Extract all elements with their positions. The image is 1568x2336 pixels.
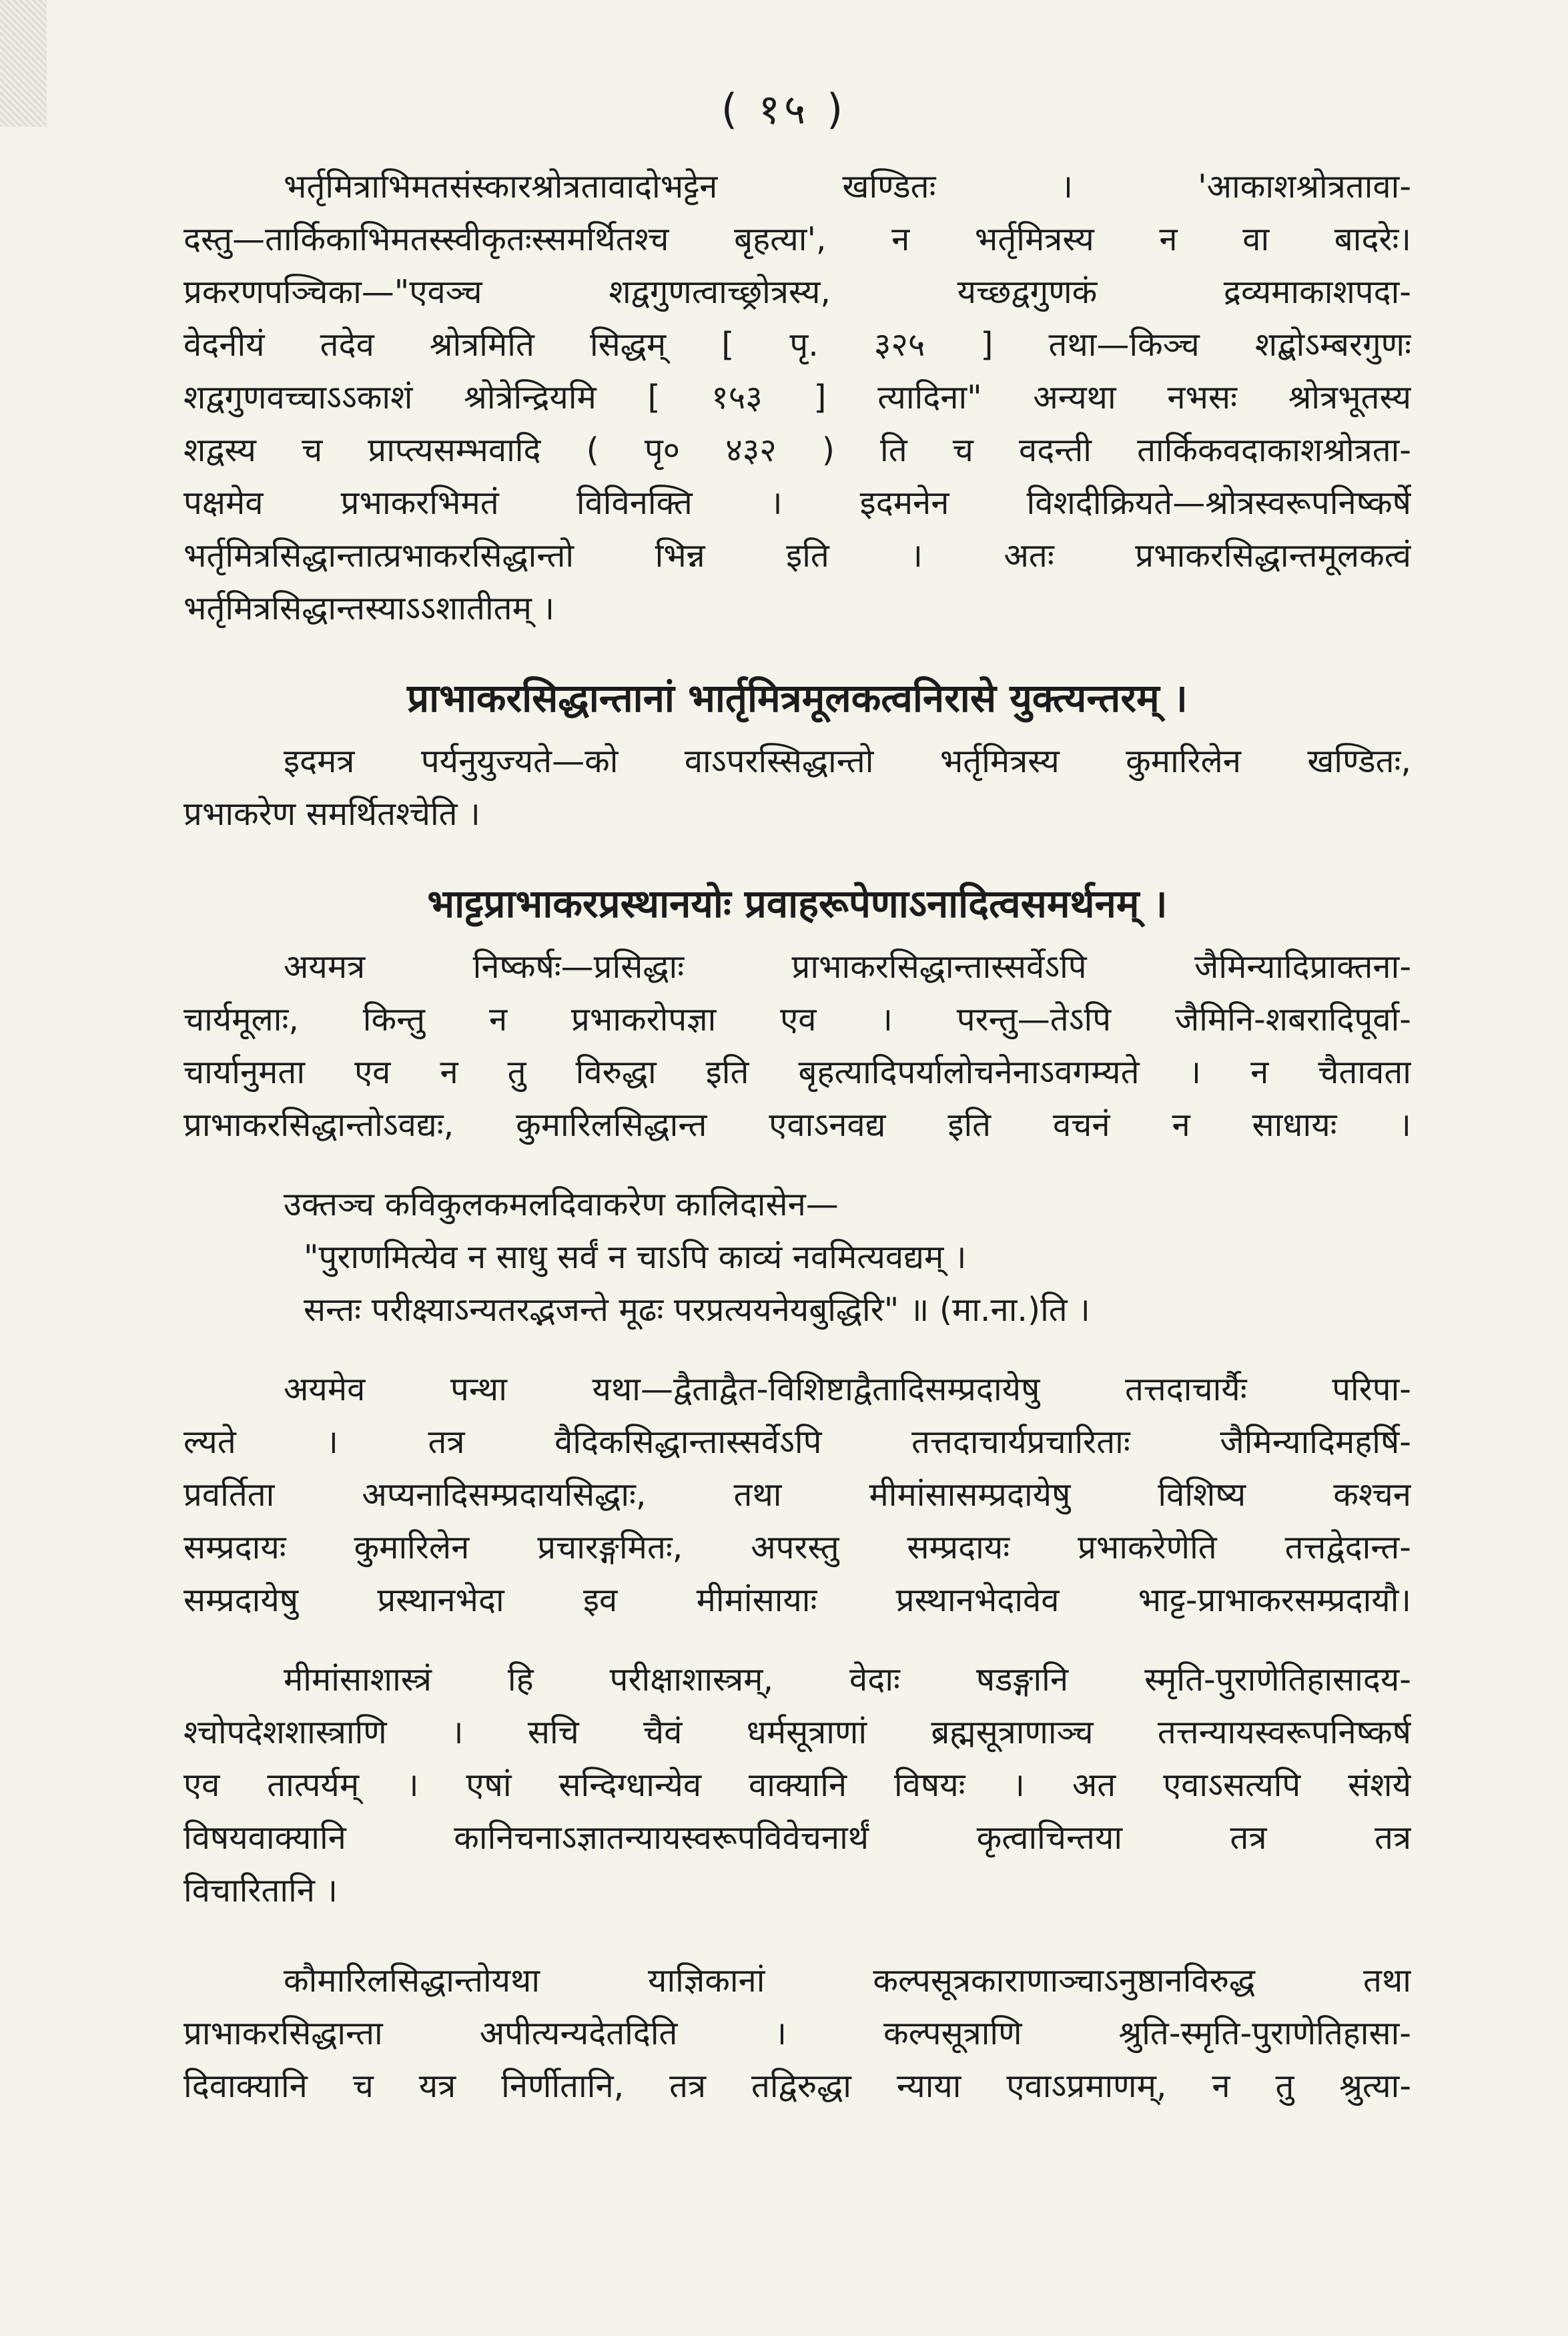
text-line: दिवाक्यानि च यत्र निर्णीतानि, तत्र तद्विरुद्धा न्याया एवाऽप्रमाणम्, न तु श्रुत्या- bbox=[183, 2067, 1411, 2105]
paragraph bbox=[183, 1954, 1411, 2112]
text-line: अयमत्र निष्कर्षः—प्रसिद्धाः प्राभाकरसिद्धान्तास्सर्वेऽपि जैमिन्यादिप्राक्तना- bbox=[284, 948, 1411, 986]
text-line: भर्तृमित्रसिद्धान्तस्याऽऽशातीतम् । bbox=[183, 589, 555, 627]
text-line: इदमत्र पर्यनुयुज्यते—को वाऽपरस्सिद्धान्तो भर्तृमित्रस्य कुमारिलेन खण्डितः, bbox=[284, 742, 1411, 780]
paragraph bbox=[183, 1178, 1411, 1231]
section-heading: भाट्टप्राभाकरप्रस्थानयोः प्रवाहरूपेणाऽनादित्वसमर्थनम् । bbox=[427, 881, 1168, 926]
text-line: कौमारिलसिद्धान्तोयथा याज्ञिकानां कल्पसूत्रकाराणाञ्चाऽनुष्ठानविरुद्ध तथा bbox=[284, 1962, 1411, 2000]
text-line: शद्वगुणवच्चाऽऽकाशं श्रोत्रेन्द्रियमि [ १५३ ] त्यादिना" अन्यथा नभसः श्रोत्रभूतस्य bbox=[183, 378, 1411, 416]
text-line: ल्यते । तत्र वैदिकसिद्धान्तास्सर्वेऽपि तत्तदाचार्यप्रचारिताः जैमिन्यादिमहर्षि- bbox=[183, 1423, 1411, 1461]
text-line: मीमांसाशास्त्रं हि परीक्षाशास्त्रम्, वेदाः षडङ्गानि स्मृति-पुराणेतिहासादय- bbox=[284, 1661, 1411, 1699]
text-line: उक्तञ्च कविकुलकमलदिवाकरेण कालिदासेन— bbox=[284, 1185, 839, 1223]
paragraph bbox=[183, 940, 1411, 1151]
text-line: प्रकरणपञ्चिका—"एवञ्च शद्वगुणत्वाच्छ्रोत्रस्य, यच्छद्वगुणकं द्रव्यमाकाशपदा- bbox=[183, 273, 1411, 311]
text-line: दस्तु—तार्किकाभिमतस्स्वीकृतःस्समर्थितश्च बृहत्या', न भर्तृमित्रस्य न वा बादरेः। bbox=[183, 220, 1411, 258]
paragraph bbox=[183, 1653, 1411, 1917]
paragraph bbox=[183, 160, 1411, 635]
text-line: शद्वस्य च प्राप्त्यसम्भवादि ( पृ० ४३२ ) ति च वदन्ती तार्किकवदाकाशश्रोत्रता- bbox=[183, 431, 1411, 469]
verse bbox=[183, 1231, 1411, 1336]
text-line: प्राभाकरसिद्धान्ता अपीत्यन्यदेतदिति । कल्पसूत्राणि श्रुति-स्मृति-पुराणेतिहासा- bbox=[183, 2014, 1411, 2052]
text-line: एव तात्पर्यम् । एषां सन्दिग्धान्येव वाक्यानि विषयः । अत एवाऽसत्यपि संशये bbox=[183, 1766, 1411, 1804]
page-body bbox=[183, 160, 1411, 2112]
text-line: भर्तृमित्राभिमतसंस्कारश्रोत्रतावादोभट्टेन खण्डितः । 'आकाशश्रोत्रतावा- bbox=[284, 168, 1411, 206]
paragraph bbox=[183, 735, 1411, 840]
verse-line: "पुराणमित्येव न साधु सर्वं न चाऽपि काव्यं नवमित्यवद्यम् । bbox=[304, 1238, 967, 1276]
verse-line: सन्तः परीक्ष्याऽन्यतरद्भजन्ते मूढः परप्रत्ययनेयबुद्धिरि" ॥ (मा.ना.)ति । bbox=[304, 1291, 1090, 1329]
text-line: विषयवाक्यानि कानिचनाऽज्ञातन्यायस्वरूपविवेचनार्थं कृत्वाचिन्तया तत्र तत्र bbox=[183, 1819, 1411, 1857]
text-line: चार्यानुमता एव न तु विरुद्धा इति बृहत्यादिपर्यालोचनेनाऽवगम्यते । न चैतावता bbox=[183, 1053, 1411, 1091]
text-line: अयमेव पन्था यथा—द्वैताद्वैत-विशिष्टाद्वैतादिसम्प्रदायेषु तत्तदाचार्यैः परिपा- bbox=[284, 1370, 1411, 1408]
text-line: विचारितानि । bbox=[183, 1871, 338, 1910]
text-line: श्चोपदेशशास्त्राणि । सचि चैवं धर्मसूत्राणां ब्रह्मसूत्राणाञ्च तत्तन्यायस्वरूपनिष्कर्ष bbox=[183, 1713, 1411, 1751]
page-number: ( १५ ) bbox=[721, 85, 847, 133]
text-line: पक्षमेव प्रभाकरभिमतं विविनक्ति । इदमनेन विशदीक्रियते—श्रोत्रस्वरूपनिष्कर्षे bbox=[183, 484, 1411, 522]
text-line: प्रभाकरेण समर्थितश्चेति । bbox=[183, 795, 480, 833]
text-line: भर्तृमित्रसिद्धान्तात्प्रभाकरसिद्धान्तो भिन्न इति । अतः प्रभाकरसिद्धान्तमूलकत्वं bbox=[183, 537, 1411, 575]
text-line: चार्यमूलाः, किन्तु न प्रभाकरोपज्ञा एव । परन्तु—तेऽपि जैमिनि-शबरादिपूर्वा- bbox=[183, 1000, 1411, 1039]
paragraph bbox=[183, 1363, 1411, 1627]
text-line: वेदनीयं तदेव श्रोत्रमिति सिद्धम् [ पृ. ३२५ ] तथा—किञ्च शद्बोऽम्बरगुणः bbox=[183, 326, 1411, 364]
text-line: सम्प्रदायः कुमारिलेन प्रचारङ्गमितः, अपरस्तु सम्प्रदायः प्रभाकरेणेति तत्तद्वेदान्त- bbox=[183, 1528, 1411, 1566]
text-line: प्रवर्तिता अप्यनादिसम्प्रदायसिद्धाः, तथा मीमांसासम्प्रदायेषु विशिष्य कश्चन bbox=[183, 1476, 1411, 1514]
text-line: प्राभाकरसिद्धान्तोऽवद्यः, कुमारिलसिद्धान्त एवाऽनवद्य इति वचनं न साधायः । bbox=[183, 1106, 1411, 1144]
text-line: सम्प्रदायेषु प्रस्थानभेदा इव मीमांसायाः प्रस्थानभेदावेव भाट्ट-प्राभाकरसम्प्रदायौ। bbox=[183, 1581, 1411, 1619]
section-heading: प्राभाकरसिद्धान्तानां भार्तृमित्रमूलकत्वनिरासे युक्त्यन्तरम् । bbox=[407, 675, 1188, 721]
